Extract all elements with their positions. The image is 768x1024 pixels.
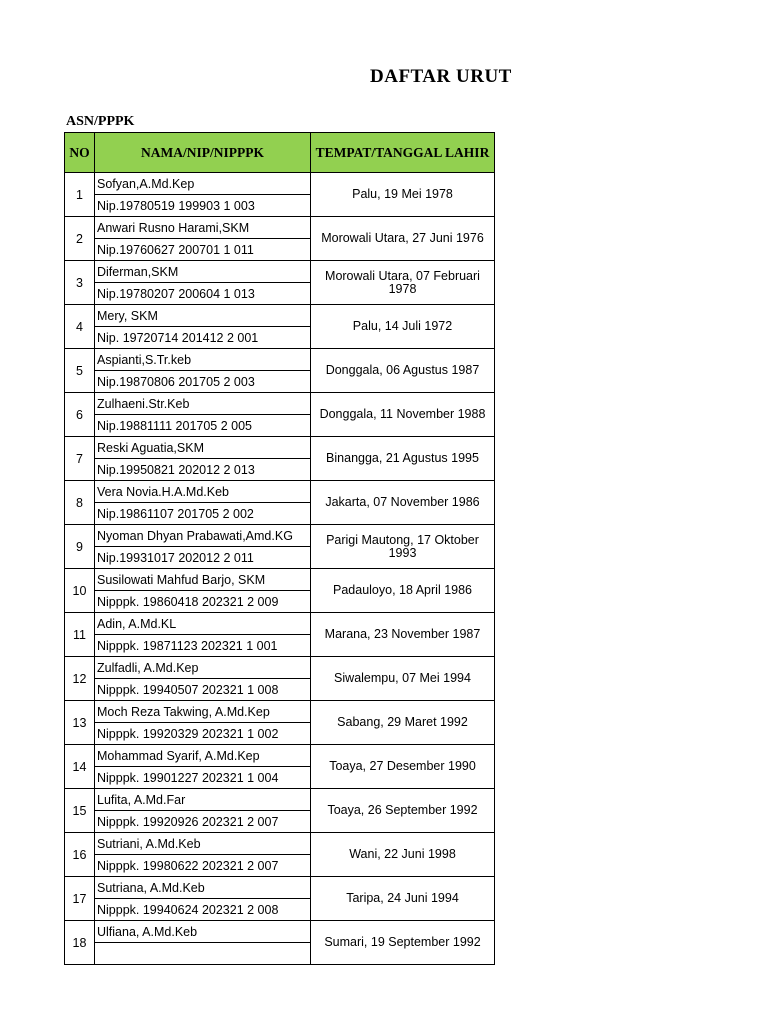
row-number: 5: [65, 349, 95, 393]
table-row: [65, 569, 495, 591]
staff-nip: Nip.19760627 200701 1 011: [95, 239, 311, 261]
row-number: 13: [65, 701, 95, 745]
row-number: 10: [65, 569, 95, 613]
staff-nip: Nip.19950821 202012 2 013: [95, 459, 311, 481]
table-row: [65, 217, 495, 239]
table-body: [65, 173, 495, 965]
staff-name: Zulfadli, A.Md.Kep: [95, 657, 311, 679]
staff-nip: [95, 943, 311, 965]
staff-table: [64, 132, 495, 965]
header-row: [65, 133, 495, 173]
staff-nip: Nip.19931017 202012 2 011: [95, 547, 311, 569]
staff-nip: Nipppk. 19980622 202321 2 007: [95, 855, 311, 877]
birth-place-date: Wani, 22 Juni 1998: [311, 833, 495, 877]
staff-name: Adin, A.Md.KL: [95, 613, 311, 635]
birth-place-date: Toaya, 27 Desember 1990: [311, 745, 495, 789]
staff-name: Diferman,SKM: [95, 261, 311, 283]
birth-place-date: Sabang, 29 Maret 1992: [311, 701, 495, 745]
table-row: [65, 613, 495, 635]
staff-name: Sutriani, A.Md.Keb: [95, 833, 311, 855]
birth-place-date: Padauloyo, 18 April 1986: [311, 569, 495, 613]
birth-place-date: Donggala, 06 Agustus 1987: [311, 349, 495, 393]
staff-name: Nyoman Dhyan Prabawati,Amd.KG: [95, 525, 311, 547]
staff-name: Sutriana, A.Md.Keb: [95, 877, 311, 899]
table-row: [65, 349, 495, 371]
staff-name: Reski Aguatia,SKM: [95, 437, 311, 459]
row-number: 16: [65, 833, 95, 877]
staff-nip: Nipppk. 19860418 202321 2 009: [95, 591, 311, 613]
staff-name: Ulfiana, A.Md.Keb: [95, 921, 311, 943]
staff-nip: Nipppk. 19940624 202321 2 008: [95, 899, 311, 921]
row-number: 6: [65, 393, 95, 437]
table-row: [65, 437, 495, 459]
staff-name: Susilowati Mahfud Barjo, SKM: [95, 569, 311, 591]
staff-name: Zulhaeni.Str.Keb: [95, 393, 311, 415]
header-no: NO: [65, 133, 95, 173]
staff-nip: Nipppk. 19940507 202321 1 008: [95, 679, 311, 701]
header-nama: NAMA/NIP/NIPPPK: [95, 133, 311, 173]
birth-place-date: Binangga, 21 Agustus 1995: [311, 437, 495, 481]
birth-place-date: Palu, 19 Mei 1978: [311, 173, 495, 217]
birth-place-date: Parigi Mautong, 17 Oktober 1993: [311, 525, 495, 569]
row-number: 11: [65, 613, 95, 657]
staff-name: Mery, SKM: [95, 305, 311, 327]
table-row: [65, 745, 495, 767]
document-title: DAFTAR URUT: [370, 66, 512, 87]
staff-nip: Nip.19870806 201705 2 003: [95, 371, 311, 393]
staff-nip: Nip. 19720714 201412 2 001: [95, 327, 311, 349]
table-row: [65, 701, 495, 723]
row-number: 12: [65, 657, 95, 701]
birth-place-date: Sumari, 19 September 1992: [311, 921, 495, 965]
staff-name: Vera Novia.H.A.Md.Keb: [95, 481, 311, 503]
birth-place-date: Jakarta, 07 November 1986: [311, 481, 495, 525]
birth-place-date: Morowali Utara, 27 Juni 1976: [311, 217, 495, 261]
row-number: 9: [65, 525, 95, 569]
staff-name: Sofyan,A.Md.Kep: [95, 173, 311, 195]
section-label: ASN/PPPK: [66, 114, 135, 129]
birth-place-date: Taripa, 24 Juni 1994: [311, 877, 495, 921]
staff-nip: Nipppk. 19920926 202321 2 007: [95, 811, 311, 833]
birth-place-date: Siwalempu, 07 Mei 1994: [311, 657, 495, 701]
table-row: [65, 877, 495, 899]
table-container: [64, 132, 495, 950]
birth-place-date: Donggala, 11 November 1988: [311, 393, 495, 437]
birth-place-date: Marana, 23 November 1987: [311, 613, 495, 657]
table-row: [65, 393, 495, 415]
table-row: [65, 305, 495, 327]
row-number: 1: [65, 173, 95, 217]
staff-nip: Nipppk. 19920329 202321 1 002: [95, 723, 311, 745]
staff-name: Moch Reza Takwing, A.Md.Kep: [95, 701, 311, 723]
staff-nip: Nip.19881111 201705 2 005: [95, 415, 311, 437]
table-row: [65, 789, 495, 811]
staff-nip: Nip.19780519 199903 1 003: [95, 195, 311, 217]
table-row: [65, 921, 495, 943]
table-row: [65, 261, 495, 283]
staff-nip: Nipppk. 19901227 202321 1 004: [95, 767, 311, 789]
table-row: [65, 833, 495, 855]
row-number: 2: [65, 217, 95, 261]
staff-name: Lufita, A.Md.Far: [95, 789, 311, 811]
staff-nip: Nipppk. 19871123 202321 1 001: [95, 635, 311, 657]
staff-name: Mohammad Syarif, A.Md.Kep: [95, 745, 311, 767]
table-row: [65, 173, 495, 195]
birth-place-date: Palu, 14 Juli 1972: [311, 305, 495, 349]
row-number: 8: [65, 481, 95, 525]
table-row: [65, 481, 495, 503]
table-row: [65, 657, 495, 679]
table-row: [65, 525, 495, 547]
staff-nip: Nip.19780207 200604 1 013: [95, 283, 311, 305]
row-number: 14: [65, 745, 95, 789]
row-number: 17: [65, 877, 95, 921]
row-number: 3: [65, 261, 95, 305]
staff-name: Aspianti,S.Tr.keb: [95, 349, 311, 371]
staff-nip: Nip.19861107 201705 2 002: [95, 503, 311, 525]
staff-name: Anwari Rusno Harami,SKM: [95, 217, 311, 239]
row-number: 7: [65, 437, 95, 481]
header-lahir: TEMPAT/TANGGAL LAHIR: [311, 133, 495, 173]
row-number: 18: [65, 921, 95, 965]
row-number: 4: [65, 305, 95, 349]
birth-place-date: Toaya, 26 September 1992: [311, 789, 495, 833]
birth-place-date: Morowali Utara, 07 Februari 1978: [311, 261, 495, 305]
row-number: 15: [65, 789, 95, 833]
